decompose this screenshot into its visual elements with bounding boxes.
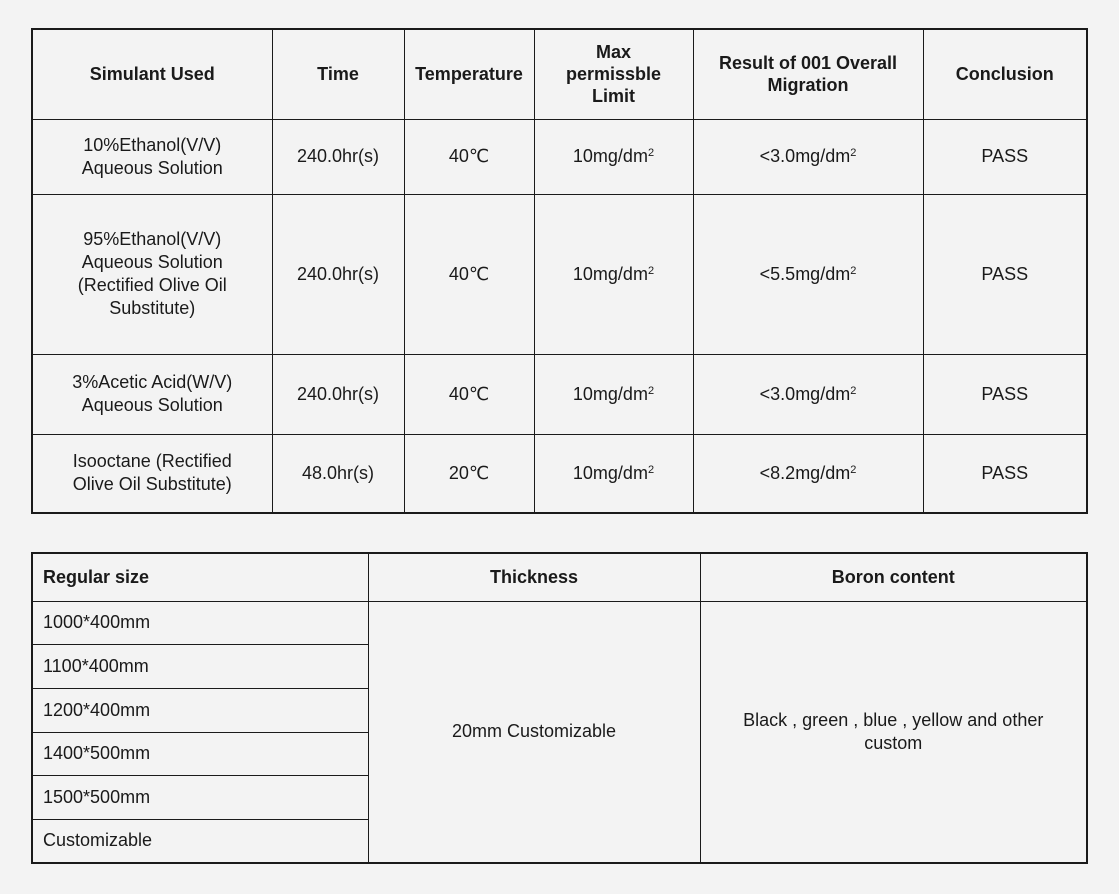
result-superscript: 2 [850,147,857,159]
limit-value: 10mg/dm [572,146,648,166]
size-cell: 1400*500mm [32,732,368,775]
result-value: <5.5mg/dm [759,263,851,284]
migration-header-row [32,29,1087,119]
temperature-cell: 40℃ [404,354,534,434]
time-cell: 240.0hr(s) [272,119,404,194]
limit-superscript: 2 [647,147,655,159]
table-row [32,601,1087,644]
simulant-cell: 3%Acetic Acid(W/V) Aqueous Solution [32,354,272,434]
temperature-cell: 40℃ [404,119,534,194]
size-cell: 1500*500mm [32,775,368,819]
size-spec-table [31,552,1088,864]
boron-content-cell: Black , green , blue , yellow and other custom [700,601,1087,863]
size-cell: Customizable [32,819,368,863]
simulant-cell: Isooctane (Rectified Olive Oil Substitute) [32,434,272,513]
limit-value: 10mg/dm [572,263,648,284]
limit-value: 10mg/dm [572,462,648,483]
result-cell [693,354,923,434]
conclusion-cell: PASS [923,119,1087,194]
result-superscript: 2 [850,384,857,397]
header-boron-content: Boron content [700,553,1087,601]
table-row [32,354,1087,434]
result-superscript: 2 [850,463,857,476]
header-conclusion: Conclusion [923,29,1087,119]
limit-cell [534,354,693,434]
size-cell: 1100*400mm [32,644,368,688]
table-row [32,434,1087,513]
time-cell: 240.0hr(s) [272,354,404,434]
size-header-row [32,553,1087,601]
limit-cell [534,119,693,194]
result-cell [693,434,923,513]
result-value: <3.0mg/dm [759,383,851,404]
thickness-cell: 20mm Customizable [368,601,700,863]
simulant-cell: 10%Ethanol(V/V) Aqueous Solution [32,119,272,194]
result-cell [693,194,923,354]
size-cell: 1200*400mm [32,688,368,732]
header-simulant: Simulant Used [32,29,272,119]
result-value: <3.0mg/dm [759,146,851,166]
size-cell: 1000*400mm [32,601,368,644]
temperature-cell: 40℃ [404,194,534,354]
result-superscript: 2 [850,264,857,277]
conclusion-cell: PASS [923,194,1087,354]
table-row [32,119,1087,194]
header-temperature: Temperature [404,29,534,119]
limit-superscript: 2 [647,463,655,476]
header-result: Result of 001 Overall Migration [693,29,923,119]
time-cell: 240.0hr(s) [272,194,404,354]
conclusion-cell: PASS [923,354,1087,434]
migration-test-table [31,28,1088,514]
result-cell [693,119,923,194]
header-max-limit: Max permissble Limit [534,29,693,119]
limit-cell [534,434,693,513]
conclusion-cell: PASS [923,434,1087,513]
result-value: <8.2mg/dm [759,462,851,483]
table-row [32,194,1087,354]
temperature-cell: 20℃ [404,434,534,513]
header-regular-size: Regular size [32,553,368,601]
header-time: Time [272,29,404,119]
header-thickness: Thickness [368,553,700,601]
time-cell: 48.0hr(s) [272,434,404,513]
limit-value: 10mg/dm [572,383,648,404]
limit-cell [534,194,693,354]
simulant-cell: 95%Ethanol(V/V) Aqueous Solution (Rectified Olive Oil Substitute) [32,194,272,354]
limit-superscript: 2 [647,384,655,397]
limit-superscript: 2 [647,264,655,277]
